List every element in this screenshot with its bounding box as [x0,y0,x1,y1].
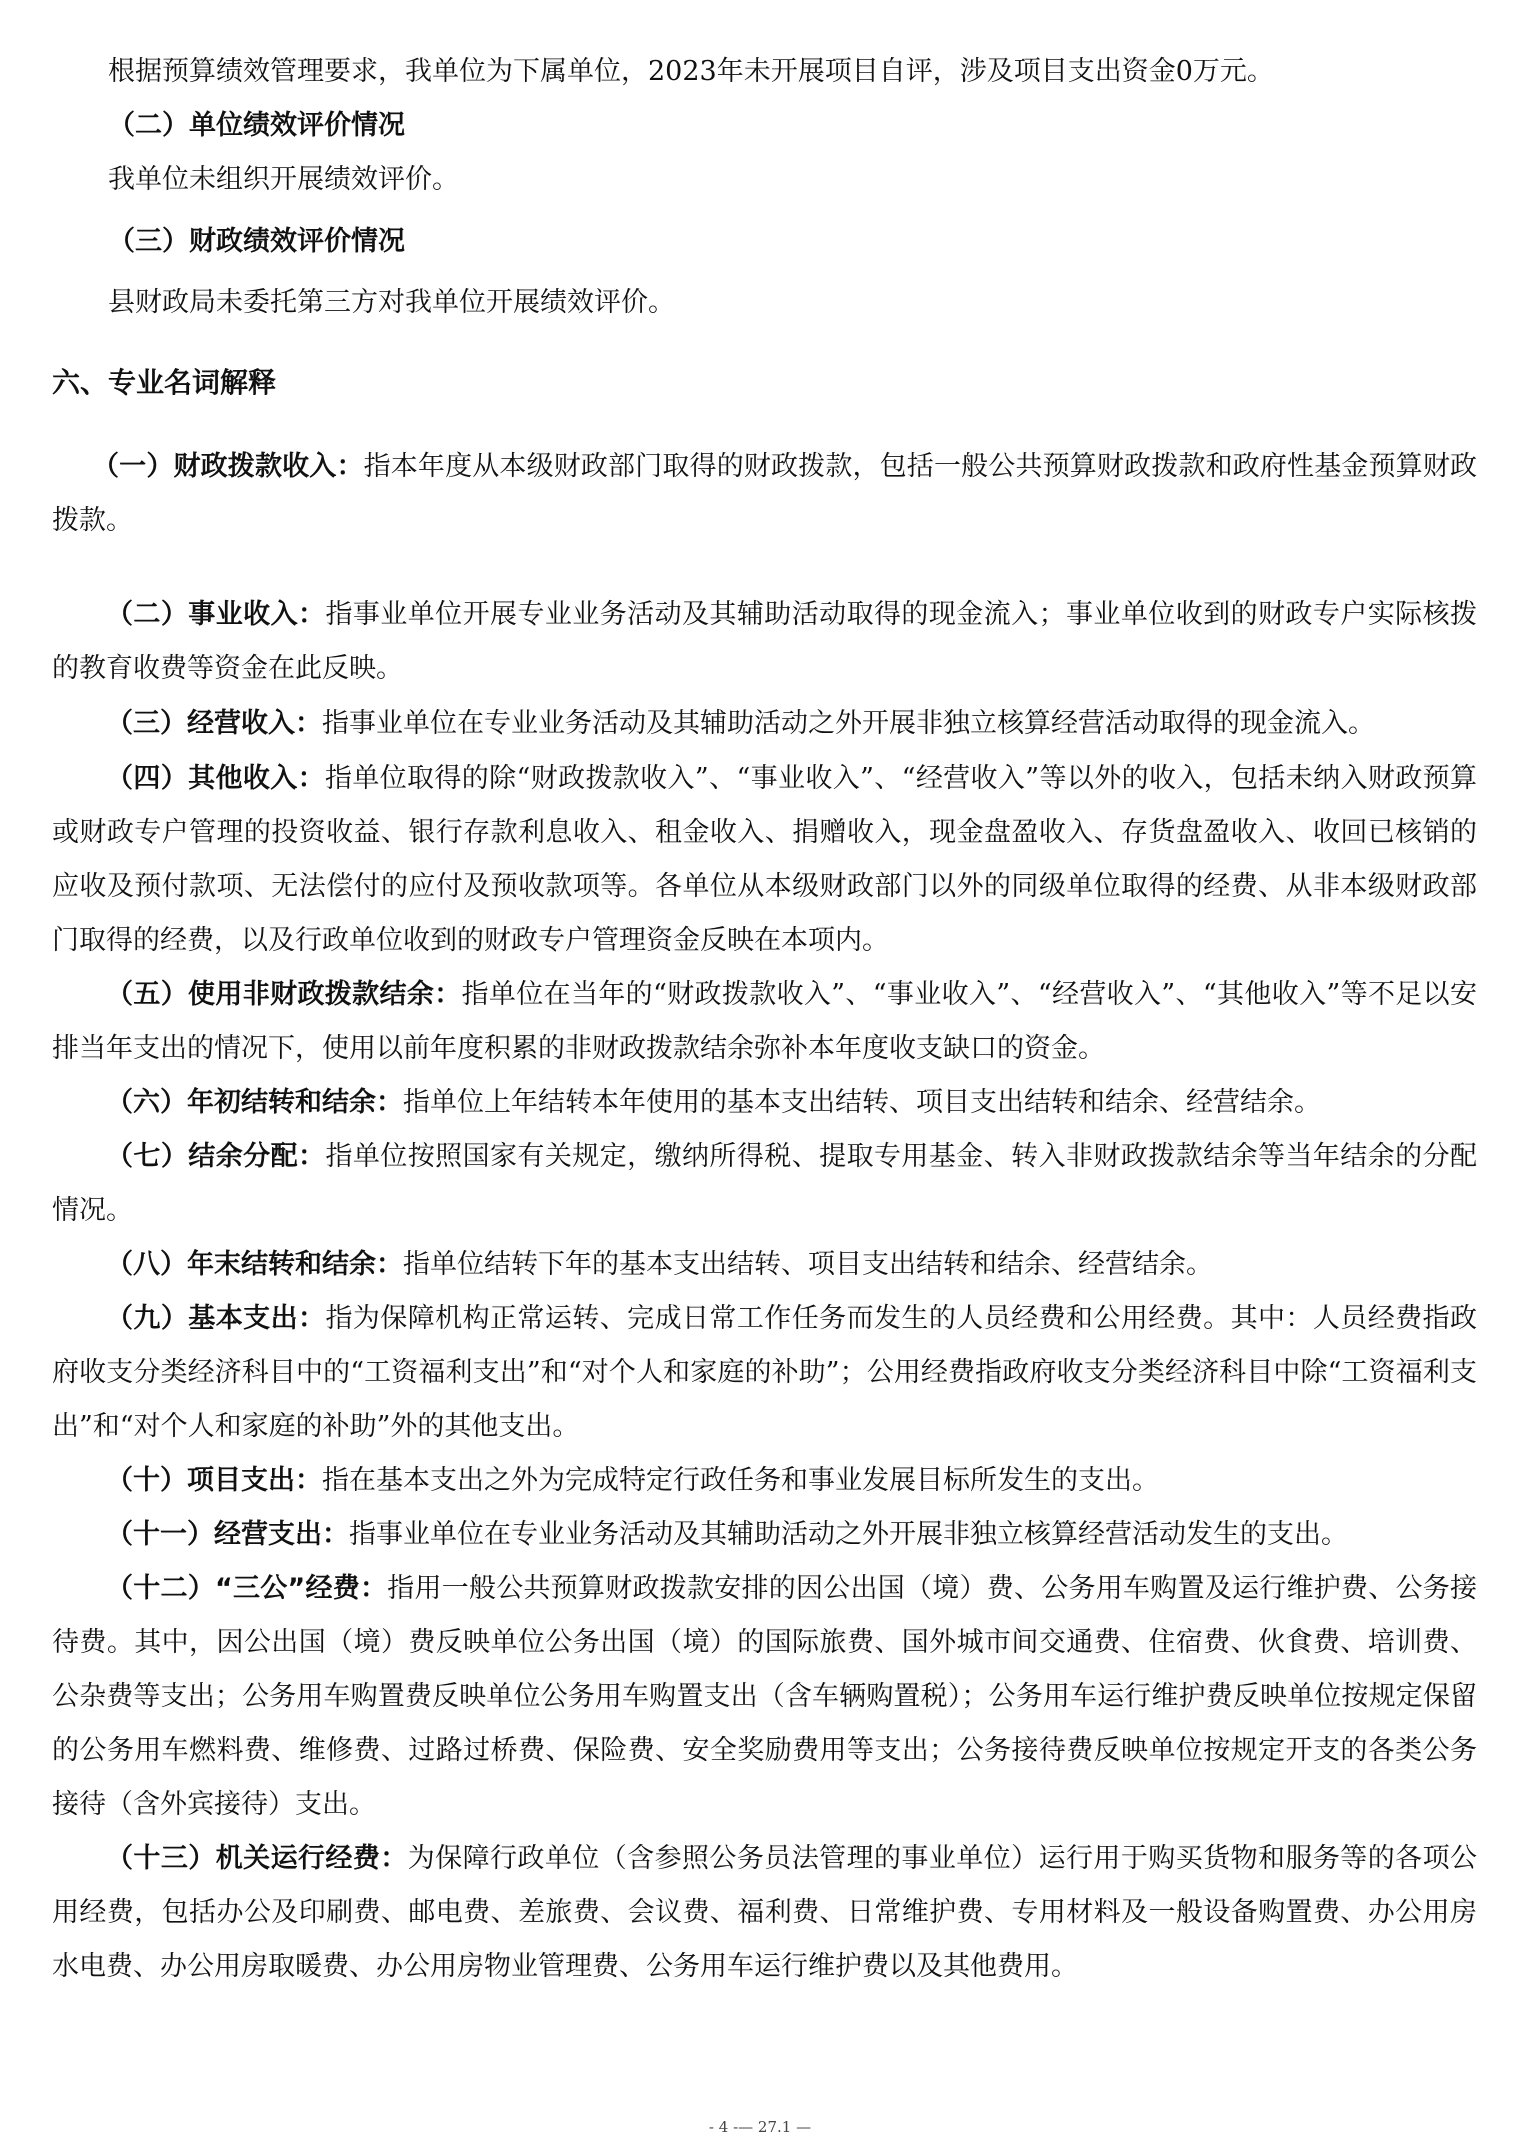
term-paragraph [52,968,1477,1076]
term-label: （四）其他收入： [106,763,325,794]
term-paragraph [52,697,1477,751]
term-definition: 指为保障机构正常运转、完成日常工作任务而发生的人员经费和公用经费。其中：人员经费指政府收支分类经济科目中的“工资福利支出”和“对个人和家庭的补助”；公用经费指政府收支分类经济科目中除“工资福利支出”和“对个人和家庭的补助”外的其他支出。 [52,1303,1478,1442]
term-label: （三）经营收入： [106,708,322,739]
term-paragraph [52,1076,1477,1130]
subheading-unit-evaluation: （二）单位绩效评价情况 [108,110,405,141]
page-footer: - 4 -— 27.1 — [708,2118,812,2136]
term-label: （九）基本支出： [106,1303,326,1334]
term-paragraph [52,1508,1477,1562]
term-paragraph [52,588,1477,696]
term-label: （六）年初结转和结余： [106,1087,403,1118]
term-label: （二）事业收入： [106,599,326,630]
term-definition: 指单位在当年的“财政拨款收入”、“事业收入”、“经营收入”、“其他收入”等不足以安排当年支出的情况下，使用以前年度积累的非财政拨款结余弥补本年度收支缺口的资金。 [52,979,1477,1064]
term-label: （十二）“三公”经费： [106,1573,388,1604]
term-definition: 指单位结转下年的基本支出结转、项目支出结转和结余、经营结余。 [403,1249,1213,1280]
term-label: （十三）机关运行经费： [106,1843,408,1874]
term-label: （一）财政拨款收入： [92,451,364,482]
term-definition: 指用一般公共预算财政拨款安排的因公出国（境）费、公务用车购置及运行维护费、公务接待费。其中，因公出国（境）费反映单位公务出国（境）的国际旅费、国外城市间交通费、住宿费、伙食费、培训费、公杂费等支出；公务用车购置费反映单位公务用车购置支出（含车辆购置税）；公务用车运行维护费反映单位按规定保留的公务用车燃料费、维修费、过路过桥费、保险费、安全奖励费用等支出；公务接待费反映单位按规定开支的各类公务接待（含外宾接待）支出。 [52,1573,1477,1820]
term-label: （十）项目支出： [106,1465,322,1496]
subheading-finance-evaluation: （三）财政绩效评价情况 [108,226,405,257]
term-definition: 指事业单位在专业业务活动及其辅助活动之外开展非独立核算经营活动取得的现金流入。 [322,708,1375,739]
intro-line: 根据预算绩效管理要求，我单位为下属单位，2023年未开展项目自评，涉及项目支出资金0万元。 [108,56,1274,87]
term-paragraph [52,1292,1477,1454]
term-paragraph [52,440,1477,548]
term-definition: 为保障行政单位（含参照公务员法管理的事业单位）运行用于购买货物和服务等的各项公用经费，包括办公及印刷费、邮电费、差旅费、会议费、福利费、日常维护费、专用材料及一般设备购置费、办公用房水电费、办公用房取暖费、办公用房物业管理费、公务用车运行维护费以及其他费用。 [52,1843,1478,1982]
term-paragraph [52,1832,1477,1994]
section-title-terms: 六、专业名词解释 [52,366,277,399]
term-label: （十一）经营支出： [106,1519,349,1550]
term-definition: 指单位上年结转本年使用的基本支出结转、项目支出结转和结余、经营结余。 [403,1087,1321,1118]
term-definition: 指单位取得的除“财政拨款收入”、“事业收入”、“经营收入”等以外的收入，包括未纳入财政预算或财政专户管理的投资收益、银行存款利息收入、租金收入、捐赠收入，现金盘盈收入、存货盘盈收入、收回已核销的应收及预付款项、无法偿付的应付及预收款项等。各单位从本级财政部门以外的同级单位取得的经费、从非本级财政部门取得的经费，以及行政单位收到的财政专户管理资金反映在本项内。 [52,763,1477,956]
term-definition: 指事业单位开展专业业务活动及其辅助活动取得的现金流入；事业单位收到的财政专户实际核拨的教育收费等资金在此反映。 [52,599,1478,684]
term-definition: 指事业单位在专业业务活动及其辅助活动之外开展非独立核算经营活动发生的支出。 [349,1519,1348,1550]
term-definition: 指本年度从本级财政部门取得的财政拨款，包括一般公共预算财政拨款和政府性基金预算财政拨款。 [52,451,1478,536]
term-paragraph [52,1454,1477,1508]
term-definition: 指单位按照国家有关规定，缴纳所得税、提取专用基金、转入非财政拨款结余等当年结余的分配情况。 [52,1141,1478,1226]
unit-evaluation-text: 我单位未组织开展绩效评价。 [108,164,459,195]
term-label: （八）年末结转和结余： [106,1249,403,1280]
term-paragraph [52,1238,1477,1292]
term-paragraph [52,1562,1477,1832]
term-paragraph [52,1130,1477,1238]
term-label: （五）使用非财政拨款结余： [106,979,462,1010]
term-definition: 指在基本支出之外为完成特定行政任务和事业发展目标所发生的支出。 [322,1465,1159,1496]
finance-evaluation-text: 县财政局未委托第三方对我单位开展绩效评价。 [108,287,675,318]
term-paragraph [52,752,1477,968]
term-label: （七）结余分配： [106,1141,326,1172]
